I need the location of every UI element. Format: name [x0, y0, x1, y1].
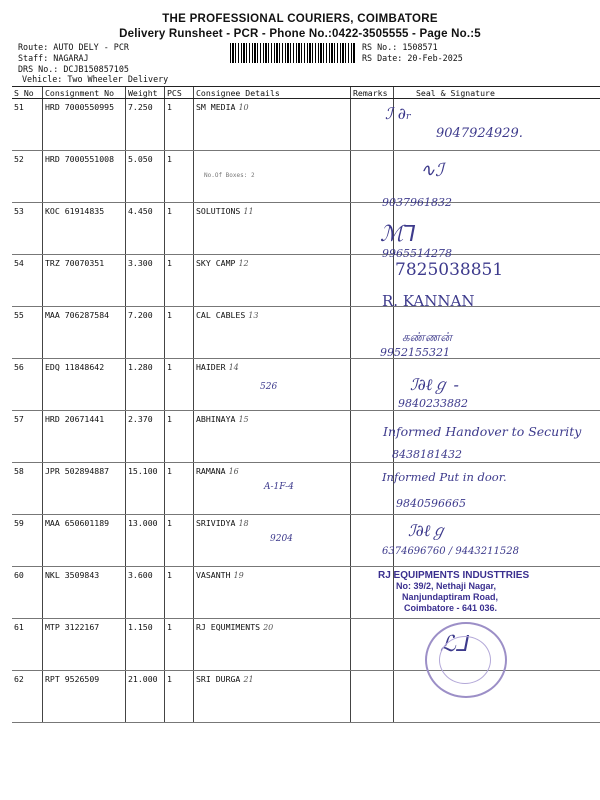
cell-consignment: EDQ 11848642 — [43, 359, 126, 411]
col-consignment: Consignment No — [43, 87, 126, 99]
rs-date: RS Date: 20-Feb-2025 — [362, 53, 463, 63]
cell-consignee — [194, 203, 351, 255]
table-row — [12, 619, 600, 671]
cell-remarks — [351, 515, 394, 567]
cell-consignment: NKL 3509843 — [43, 567, 126, 619]
sequence-mark: 12 — [238, 259, 249, 268]
phone-53: 9037961832 — [382, 196, 452, 209]
barcode — [230, 43, 355, 63]
cell-sno: 53 — [12, 203, 43, 255]
cell-weight: 7.200 — [126, 307, 165, 359]
signature-60: ℐ∂ℓℊ — [408, 521, 447, 540]
cell-consignee — [194, 619, 351, 671]
sequence-mark: 20 — [263, 623, 274, 632]
col-sno: S No — [12, 87, 43, 99]
cell-remarks — [351, 359, 394, 411]
cell-consignee — [194, 99, 351, 151]
table-row — [12, 671, 600, 723]
cell-consignee — [194, 255, 351, 307]
col-pcs: PCS — [165, 87, 194, 99]
phone-60: 6374696760 / 9443211528 — [382, 546, 519, 557]
delivery-table — [12, 86, 600, 723]
table-row — [12, 255, 600, 307]
cell-pcs: 1 — [165, 515, 194, 567]
consignee-name: SKY CAMP — [196, 258, 236, 268]
table-header — [12, 87, 600, 99]
cell-consignment: TRZ 70070351 — [43, 255, 126, 307]
stamp-line-3: Nanjundaptiram Road, — [402, 592, 499, 602]
cell-sno: 62 — [12, 671, 43, 723]
cell-sno: 61 — [12, 619, 43, 671]
remark-58: Informed Handover to Security — [383, 424, 582, 439]
cell-weight: 7.250 — [126, 99, 165, 151]
phone-51: 9047924929. — [436, 126, 523, 141]
cell-consignee — [194, 567, 351, 619]
col-consignee: Consignee Details — [194, 87, 351, 99]
cell-consignment: HRD 7000550995 — [43, 99, 126, 151]
cell-weight: 4.450 — [126, 203, 165, 255]
cell-signature — [394, 99, 600, 151]
cell-remarks — [351, 619, 394, 671]
sequence-mark: 14 — [228, 363, 239, 372]
consignee-name: CAL CABLES — [196, 310, 246, 320]
cell-consignee — [194, 307, 351, 359]
sequence-mark: 21 — [243, 675, 254, 684]
cell-sno: 51 — [12, 99, 43, 151]
consignee-name: SM MEDIA — [196, 102, 236, 112]
consignee-name: RAMANA — [196, 466, 226, 476]
sequence-mark: 10 — [238, 103, 249, 112]
cell-pcs: 1 — [165, 255, 194, 307]
consignee-name: SRI DURGA — [196, 674, 241, 684]
phone-54: 9965514278 — [382, 247, 452, 260]
signature-57: ℐ∂ℓℊ - — [410, 375, 459, 394]
consignee-name: SRIVIDYA — [196, 518, 236, 528]
cell-remarks — [351, 671, 394, 723]
consignee-name: VASANTH — [196, 570, 231, 580]
cell-sno: 58 — [12, 463, 43, 515]
cell-weight: 2.370 — [126, 411, 165, 463]
phone-57: 9840233882 — [398, 397, 468, 410]
stamp-line-4: Coimbatore - 641 036. — [404, 603, 498, 613]
cell-sno: 57 — [12, 411, 43, 463]
cell-pcs: 1 — [165, 151, 194, 203]
cell-consignee — [194, 151, 351, 203]
table-row — [12, 151, 600, 203]
cell-consignment: MAA 650601189 — [43, 515, 126, 567]
cell-sno: 55 — [12, 307, 43, 359]
consignee-note: No.Of Boxes: 2 — [204, 172, 255, 179]
cell-sno: 56 — [12, 359, 43, 411]
cell-consignment: KOC 61914835 — [43, 203, 126, 255]
cell-weight: 1.280 — [126, 359, 165, 411]
phone-56: 9952155321 — [380, 346, 450, 359]
cell-weight: 13.000 — [126, 515, 165, 567]
cell-pcs: 1 — [165, 411, 194, 463]
cell-consignee — [194, 411, 351, 463]
cell-weight: 5.050 — [126, 151, 165, 203]
table-row — [12, 515, 600, 567]
cell-sno: 52 — [12, 151, 43, 203]
cell-pcs: 1 — [165, 99, 194, 151]
cell-consignment: HRD 20671441 — [43, 411, 126, 463]
drs-label: DRS No.: DCJB150857105 — [18, 64, 129, 74]
col-weight: Weight — [126, 87, 165, 99]
rs-number: RS No.: 1508571 — [362, 42, 438, 52]
col-signature: Seal & Signature — [394, 87, 600, 99]
phone-55: 7825038851 — [395, 260, 504, 280]
cell-pcs: 1 — [165, 567, 194, 619]
cell-weight: 3.600 — [126, 567, 165, 619]
phone-58: 8438181432 — [392, 448, 462, 461]
round-seal — [425, 622, 507, 698]
cell-remarks — [351, 151, 394, 203]
cell-sno: 59 — [12, 515, 43, 567]
cell-consignment: JPR 502894887 — [43, 463, 126, 515]
stamp-line-1: RJ EQUIPMENTS INDUSTTRIES — [378, 570, 530, 581]
cell-consignee — [194, 671, 351, 723]
company-title: THE PROFESSIONAL COURIERS, COIMBATORE — [162, 13, 438, 25]
cell-weight: 15.100 — [126, 463, 165, 515]
table-row — [12, 463, 600, 515]
consignee-name: RJ EQUMIMENTS — [196, 622, 261, 632]
cell-weight: 3.300 — [126, 255, 165, 307]
route-label: Route: AUTO DELY - PCR — [18, 42, 129, 52]
col-remarks: Remarks — [351, 87, 394, 99]
phone-59: 9840596665 — [396, 497, 466, 510]
remark-59: Informed Put in door. — [382, 470, 507, 484]
cell-weight: 1.150 — [126, 619, 165, 671]
staff-label: Staff: NAGARAJ — [18, 53, 89, 63]
note-60: 9204 — [270, 534, 293, 544]
table-row — [12, 99, 600, 151]
signature-53: ∿ℐ — [420, 160, 444, 181]
consignee-name: ABHINAYA — [196, 414, 236, 424]
sequence-mark: 11 — [243, 207, 254, 216]
cell-pcs: 1 — [165, 619, 194, 671]
note-57: 526 — [260, 382, 278, 392]
signature-51: ℐ ∂ᵣ — [385, 104, 412, 123]
cell-pcs: 1 — [165, 463, 194, 515]
cell-consignment: MTP 3122167 — [43, 619, 126, 671]
sequence-mark: 15 — [238, 415, 249, 424]
sequence-mark: 18 — [238, 519, 249, 528]
company-stamp — [378, 570, 529, 614]
consignee-name: SOLUTIONS — [196, 206, 241, 216]
round-seal-inner — [439, 636, 491, 684]
cell-consignment: HRD 7000551008 — [43, 151, 126, 203]
cell-pcs: 1 — [165, 359, 194, 411]
cell-pcs: 1 — [165, 671, 194, 723]
vehicle-label: Vehicle: Two Wheeler Delivery — [22, 74, 169, 84]
cell-sno: 60 — [12, 567, 43, 619]
cell-sno: 54 — [12, 255, 43, 307]
cell-consignment: RPT 9526509 — [43, 671, 126, 723]
sequence-mark: 16 — [228, 467, 239, 476]
table-row — [12, 359, 600, 411]
stamp-line-2: No: 39/2, Nethaji Nagar, — [396, 581, 497, 591]
sequence-mark: 19 — [233, 571, 244, 580]
cell-consignment: MAA 706287584 — [43, 307, 126, 359]
cell-weight: 21.000 — [126, 671, 165, 723]
signature-62: ℒ⅃ — [440, 632, 469, 657]
cell-pcs: 1 — [165, 203, 194, 255]
name-56: R. KANNAN — [382, 292, 475, 310]
signature-56: கண்ணன் — [402, 330, 452, 344]
sequence-mark: 13 — [248, 311, 259, 320]
runsheet-title: Delivery Runsheet - PCR - Phone No.:0422-3505555 - Page No.:5 — [119, 28, 481, 40]
table-row — [12, 307, 600, 359]
note-59: A-1F-4 — [264, 482, 294, 492]
table-row — [12, 203, 600, 255]
consignee-name: HAIDER — [196, 362, 226, 372]
signature-54: ℳ⅂ — [380, 222, 416, 247]
cell-pcs: 1 — [165, 307, 194, 359]
